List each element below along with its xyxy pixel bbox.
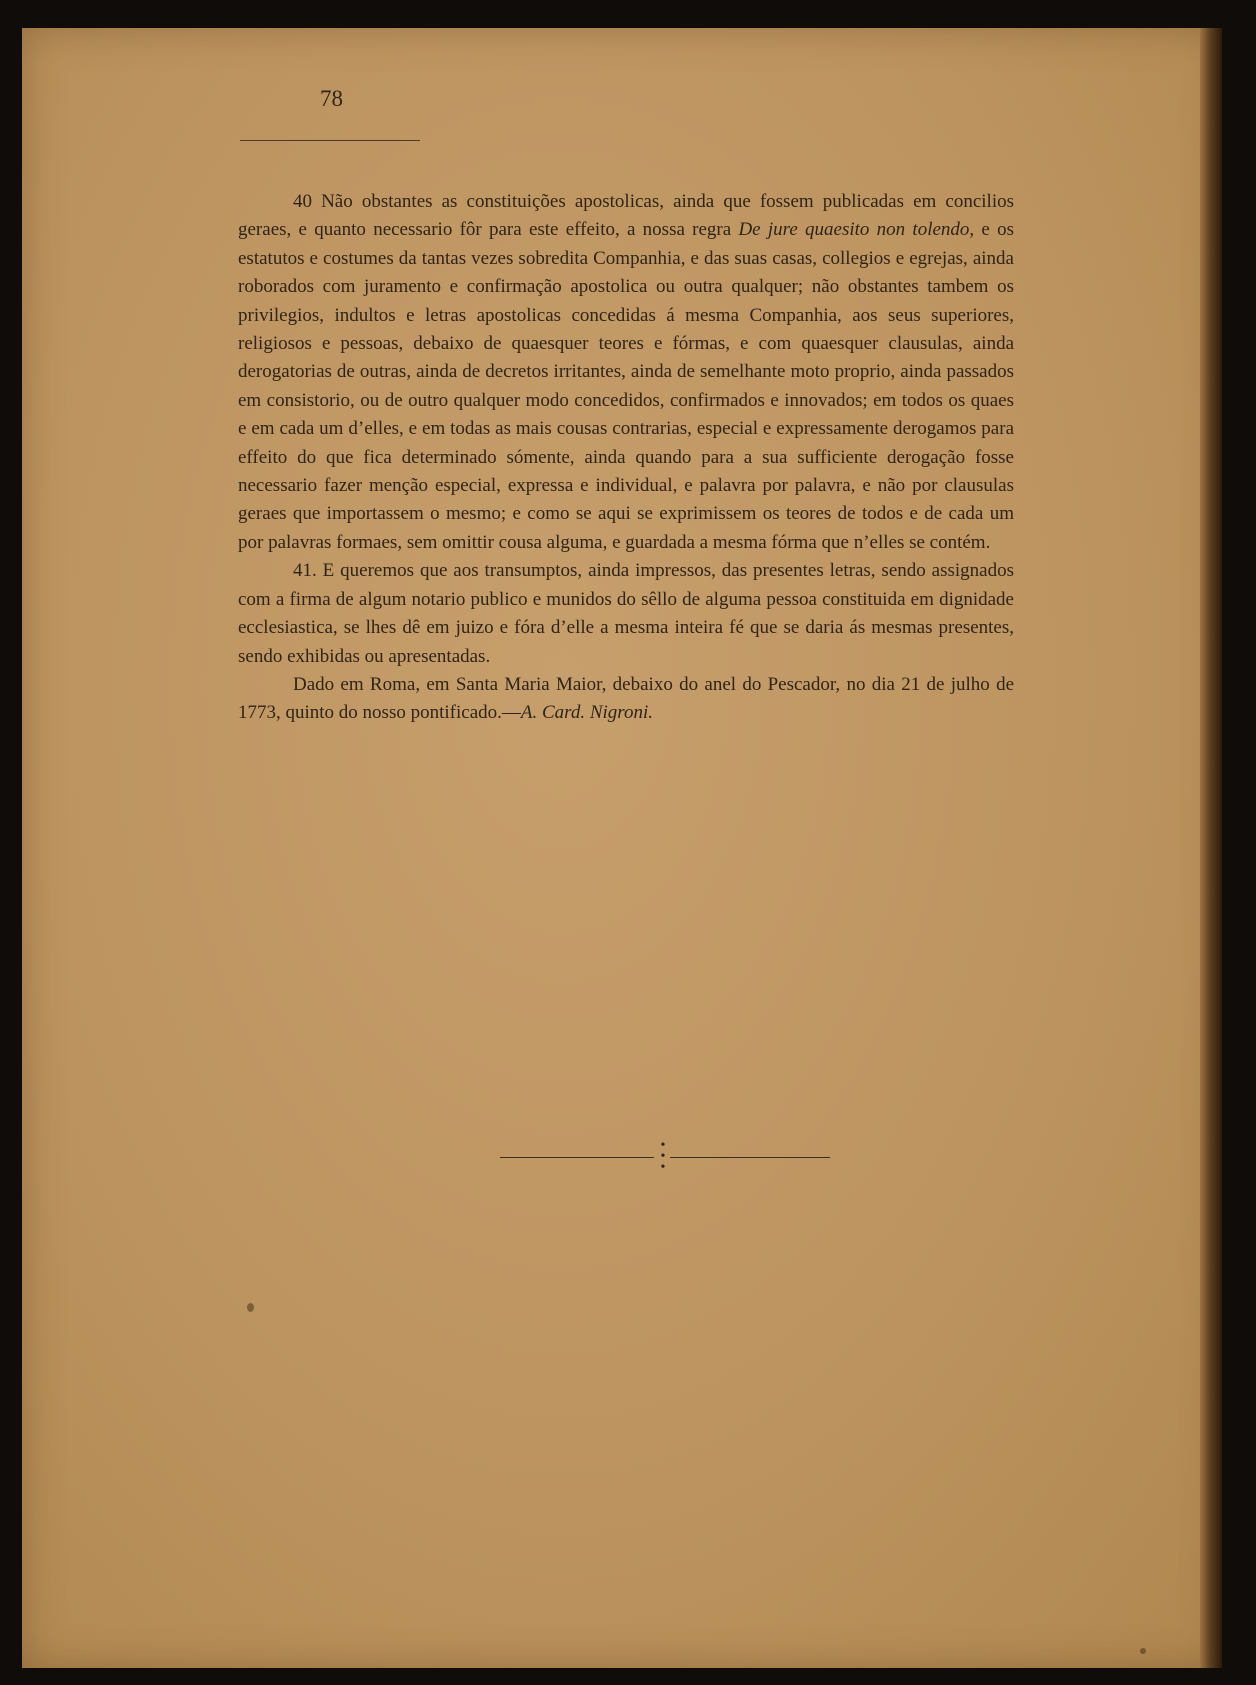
page-binding-edge (1200, 28, 1222, 1668)
ornament-line-left (500, 1157, 654, 1158)
closing-text: Dado em Roma, em Santa Maria Maior, debaixo do anel do Pescador, no dia 21 de julho de 1773, quinto do nosso pontificado.— (238, 673, 1014, 724)
ink-spot (1140, 1648, 1146, 1654)
header-rule (240, 140, 420, 141)
paragraph-40 (238, 188, 1014, 557)
ink-spot (247, 1303, 254, 1312)
paragraph-40-text-continued: , e os estatutos e costumes da tantas vezes sobredita Companhia, e das suas casas, collegios e egrejas, ainda roborados com juramento e confirmação apostolica ou outra qualquer; não obstantes tambem os privilegios, indultos e letras apostolicas concedidas á mesma Companhia, aos seus superiores, religiosos e pessoas, debaixo de quaesquer teores e fórmas, e com quaesquer clausulas, ainda derogatorias de outras, ainda de decretos irritantes, ainda de semelhante moto proprio, ainda passados em consistorio, ou de outro qualquer modo concedidos, confirmados e innovados; em todos os quaes e em cada um d’elles, e em todas as mais cousas contrarias, especial e expressamente derogamos para effeito do que fica determinado sómente, ainda quando para a sua sufficiente derogação fosse necessario fazer menção especial, expressa e individual, e palavra por palavra, e não por clausulas geraes que importassem o mesmo; e como se aqui se exprimissem os teores de todos e de cada um por palavras formaes, sem omittir cousa alguma, e guardada a mesma fórma que n’elles se contém. (238, 219, 1014, 553)
body-text (238, 188, 1014, 728)
document-page (22, 28, 1222, 1668)
paragraph-40-latin-phrase: De jure quaesito non tolendo (738, 219, 970, 241)
ornament-divider (500, 1138, 830, 1178)
paragraph-41-text: 41. E queremos que aos transumptos, ainda impressos, das presentes letras, sendo assignados com a firma de algum notario publico e munidos do sêllo de alguma pessoa constituida em dignidade ecclesiastica, se lhes dê em juizo e fóra d’elle a mesma inteira fé que se daria ás mesmas presentes, sendo exhibidas ou apresentadas. (238, 560, 1014, 667)
ornament-line-right (670, 1157, 830, 1158)
ornament-dots-icon: • • • (660, 1138, 666, 1175)
signature: A. Card. Nigroni. (520, 702, 654, 724)
paragraph-40-text: 40 Não obstantes as constituições apostolicas, ainda que fossem publicadas em concilios geraes, e quanto necessario fôr para este effeito, a nossa regra (238, 191, 1014, 241)
closing-paragraph (238, 671, 1014, 728)
page-number: 78 (320, 86, 343, 111)
paragraph-41 (238, 557, 1014, 671)
